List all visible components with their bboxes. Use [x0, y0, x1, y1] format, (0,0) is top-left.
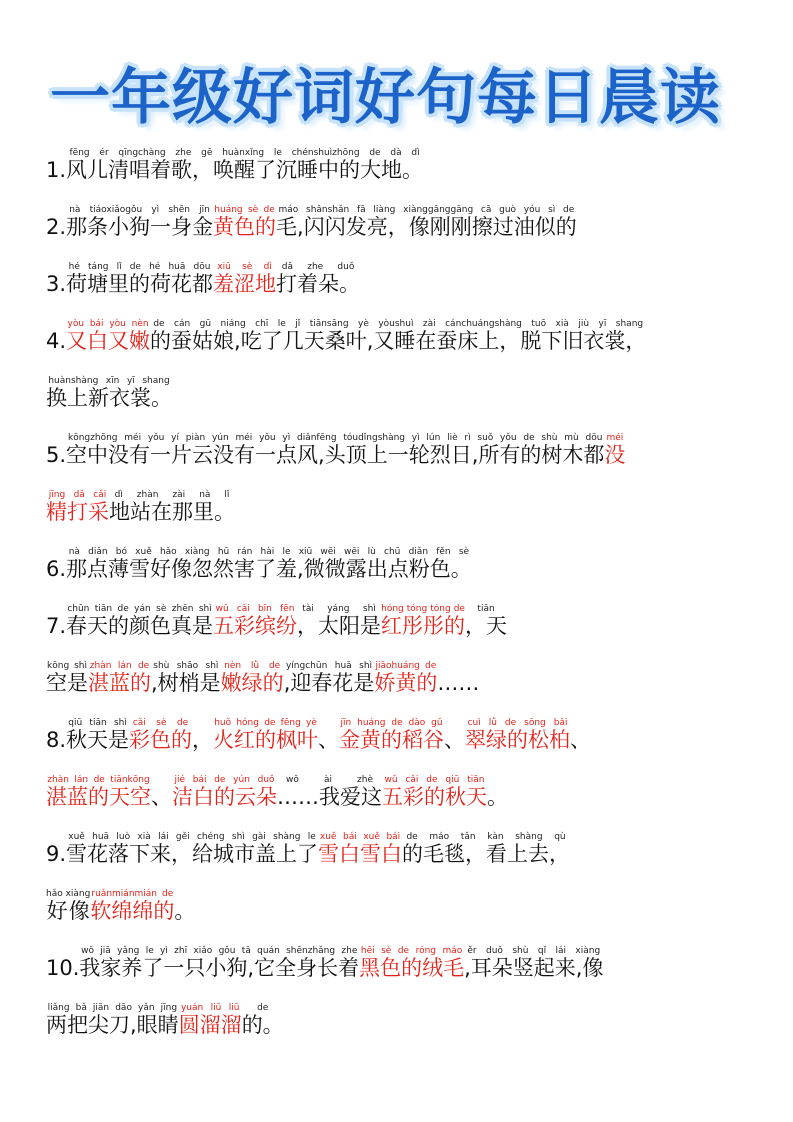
sentence-line — [46, 319, 646, 363]
pinyin: jié bái de yún duǒ — [172, 775, 277, 785]
pinyin: dǎ zhe duǒ — [276, 262, 361, 272]
pinyin: méi — [604, 433, 626, 443]
sentence-line — [46, 148, 423, 192]
hanzi-text: 秋天是 — [66, 728, 130, 752]
hanzi-text: 五彩缤纷 — [213, 614, 298, 638]
highlighted-phrase — [66, 319, 151, 353]
sentence-text — [465, 604, 508, 638]
hanzi-text: 。 — [487, 785, 508, 809]
sentence-line — [46, 832, 570, 876]
hanzi-text: 的。 — [241, 1013, 284, 1037]
highlighted-phrase — [90, 889, 175, 923]
hanzi-text: ……我爱这 — [277, 785, 382, 809]
sentence-text — [46, 376, 172, 410]
pinyin: de cán gū niáng chī le jǐ tiānsāng yè yòushuì zài cánchuángshàng tuō xià jiù yī shang — [150, 319, 647, 329]
pinyin: hēi sè de róng máo — [359, 946, 465, 956]
hanzi-text: 风儿清唱着歌，唤醒了沉睡中的大地。 — [66, 158, 424, 182]
hanzi-text: 又白又嫩 — [66, 329, 151, 353]
pinyin: yòu bái yòu nèn — [66, 319, 151, 329]
pinyin: liǎng bǎ jiān dāo yǎn jīng — [46, 1003, 179, 1013]
highlighted-phrase — [339, 718, 445, 752]
hanzi-text: 黄色的 — [213, 215, 277, 239]
pinyin: xiū sè dì — [213, 262, 277, 272]
sentence-number: 2. — [46, 215, 67, 239]
sentence-text — [318, 728, 339, 752]
hanzi-text: 。 — [174, 899, 196, 923]
highlighted-phrase — [604, 433, 626, 467]
hanzi-text: 翠绿的松柏 — [465, 728, 571, 752]
hanzi-text: 我家养了一只小狗,它全身长着 — [79, 956, 360, 980]
sentence-line — [46, 376, 172, 420]
sentence-text — [151, 785, 172, 809]
pinyin: jīn huáng de dào gǔ — [339, 718, 445, 728]
pinyin: wǒ jiā yǎng le yì zhī xiǎo gǒu tā quán shēnzhǎng zhe — [79, 946, 360, 956]
sentence-text — [241, 1003, 284, 1037]
hanzi-text: 荷塘里的荷花都 — [66, 272, 214, 296]
hanzi-text: ,树梢是 — [151, 671, 221, 695]
hanzi-text: 黑色的绒毛 — [359, 956, 465, 980]
pinyin: fēng ér qīngchàng zhe gē huànxǐng le chénshuìzhōng de dà dì — [66, 148, 424, 158]
pinyin: huànshàng xīn yī shang — [46, 376, 172, 386]
hanzi-text: 那点薄雪好像忽然害了羞,微微露出点粉色。 — [66, 557, 472, 581]
hanzi-text: 软绵绵的 — [90, 899, 175, 923]
hanzi-text: 雪花落下来，给城市盖上了 — [66, 842, 319, 866]
pinyin: wǔ cǎi de qiū tiān — [382, 775, 487, 785]
pinyin: tài yáng shì — [297, 604, 382, 614]
sentence-number: 9. — [46, 842, 67, 866]
hanzi-text: 火红的枫叶 — [213, 728, 319, 752]
pinyin: máo shǎnshǎn fā liàng xiànggānggāng cā guò yóu sì de — [276, 205, 577, 215]
highlighted-phrase — [213, 262, 277, 296]
sentence-text — [402, 832, 571, 866]
pinyin: wǔ cǎi bīn fēn — [213, 604, 298, 614]
highlighted-phrase — [213, 604, 298, 638]
hanzi-text: 雪白雪白 — [318, 842, 403, 866]
sentence-text — [277, 775, 382, 809]
hanzi-text: ,耳朵竖起来,像 — [464, 956, 604, 980]
sentence-line — [46, 490, 235, 534]
hanzi-text: 、 — [151, 785, 172, 809]
pinyin: qiū tiān shì — [66, 718, 130, 728]
pinyin: huǒ hóng de fēng yè — [213, 718, 319, 728]
hanzi-text: 两把尖刀,眼睛 — [46, 1013, 179, 1037]
sentence-text — [151, 661, 221, 695]
sentence-line — [46, 889, 195, 933]
hanzi-text: 的毛毯，看上去， — [402, 842, 571, 866]
sentence-text — [46, 1003, 179, 1037]
hanzi-text: 没 — [604, 443, 626, 467]
sentence-text — [66, 718, 130, 752]
sentence-text — [46, 661, 88, 695]
pinyin: dì zhàn zài nà lǐ — [109, 490, 235, 500]
pinyin: zhàn lán de tiānkōng — [46, 775, 151, 785]
sentence-text — [109, 490, 235, 524]
sentence-text — [79, 946, 360, 980]
pinyin: de máo tǎn kàn shàng qù — [402, 832, 571, 842]
sentence-text — [174, 899, 195, 923]
hanzi-text: 空是 — [46, 671, 88, 695]
pinyin: de — [241, 1003, 284, 1013]
pinyin: nà tiáoxiǎogǒu yì shēn jīn — [66, 205, 214, 215]
hanzi-text: 、 — [570, 728, 592, 752]
highlighted-phrase — [178, 1003, 242, 1037]
hanzi-text: 、 — [318, 728, 340, 752]
hanzi-text: 湛蓝的天空 — [46, 785, 151, 809]
highlighted-phrase — [318, 832, 403, 866]
highlighted-phrase — [213, 205, 277, 239]
sentence-number: 5. — [46, 443, 67, 467]
pinyin: xuě huā luò xià lái gěi chéng shì gài shàng le — [66, 832, 319, 842]
highlighted-phrase — [382, 775, 487, 809]
highlighted-phrase — [359, 946, 465, 980]
sentence-line — [46, 775, 508, 819]
sentence-text — [66, 604, 214, 638]
sentence-line — [46, 205, 577, 249]
page-title: 一年级好词好句每日晨读 — [50, 63, 721, 133]
sentence-text — [276, 262, 361, 296]
pinyin: huáng sè de — [213, 205, 277, 215]
pinyin: cǎi sè de — [129, 718, 193, 728]
sentence-text — [66, 832, 319, 866]
sentence-text — [283, 661, 375, 695]
pinyin: yuán liū liū — [178, 1003, 242, 1013]
sentence-text — [150, 319, 647, 353]
pinyin: jīng dǎ cǎi — [46, 490, 109, 500]
pinyin: hóng tóng tóng de — [381, 604, 466, 614]
hanzi-text: 春天的颜色真是 — [66, 614, 214, 638]
hanzi-text: 湛蓝的 — [88, 671, 151, 695]
sentence-text — [444, 728, 465, 752]
sentence-line — [46, 433, 625, 477]
pinyin: hǎo xiàng — [46, 889, 91, 899]
hanzi-text: 换上新衣裳。 — [46, 386, 172, 410]
hanzi-text: 地站在那里。 — [109, 500, 235, 524]
sentence-number: 8. — [46, 728, 67, 752]
hanzi-text: 的蚕姑娘,吃了几天桑叶,又睡在蚕床上，脱下旧衣裳， — [150, 329, 647, 353]
hanzi-text: ，天 — [465, 614, 508, 638]
sentence-text — [66, 262, 214, 296]
highlighted-phrase — [465, 718, 571, 752]
highlighted-phrase — [46, 775, 151, 809]
pinyin: jiāohuáng de — [374, 661, 438, 671]
hanzi-text: 红彤彤的 — [381, 614, 466, 638]
pinyin: zhàn lán de — [88, 661, 151, 671]
sentence-line — [46, 718, 591, 762]
hanzi-text: 嫩绿的 — [220, 671, 284, 695]
hanzi-text: 好像 — [46, 899, 91, 923]
pinyin: kōngzhōng méi yǒu yí piàn yún méi yǒu yì diǎnfēng tóudǐngshàng yì lún liè rì suǒ yǒu de shù mù dōu — [66, 433, 605, 443]
sentence-text — [276, 205, 577, 239]
pinyin: hé táng lǐ de hé huā dōu — [66, 262, 214, 272]
hanzi-text: 金黄的稻谷 — [339, 728, 445, 752]
pinyin: yíngchūn huā shì — [283, 661, 375, 671]
hanzi-text: 空中没有一片云没有一点风,头顶上一轮烈日,所有的树木都 — [66, 443, 605, 467]
hanzi-text: 洁白的云朵 — [172, 785, 277, 809]
sentence-text — [297, 604, 382, 638]
sentence-line — [46, 547, 472, 591]
sentence-number: 7. — [46, 614, 67, 638]
sentence-line — [46, 661, 479, 705]
pinyin: nèn lǜ de — [220, 661, 284, 671]
pinyin: xuě bái xuě bái — [318, 832, 403, 842]
highlighted-phrase — [381, 604, 466, 638]
sentence-text — [192, 728, 213, 752]
pinyin: kōng shì — [46, 661, 88, 671]
hanzi-text: 那条小狗一身金 — [66, 215, 214, 239]
hanzi-text: ,迎春花是 — [283, 671, 375, 695]
sentence-number: 6. — [46, 557, 67, 581]
sentence-text — [437, 671, 479, 695]
pinyin: ěr duǒ shù qǐ lái xiàng — [464, 946, 604, 956]
pinyin: cuì lǜ de sōng bǎi — [465, 718, 571, 728]
pinyin: ruǎnmiánmián de — [90, 889, 175, 899]
sentence-text — [570, 728, 591, 752]
highlighted-phrase — [220, 661, 284, 695]
sentence-text — [464, 946, 604, 980]
sentence-line — [46, 1003, 284, 1047]
hanzi-text: ，太阳是 — [297, 614, 382, 638]
hanzi-text: 毛,闪闪发亮，像刚刚擦过油似的 — [276, 215, 577, 239]
highlighted-phrase — [129, 718, 193, 752]
sentence-line — [46, 946, 603, 990]
hanzi-text: 彩色的 — [129, 728, 193, 752]
pinyin: wǒ ài zhè — [277, 775, 382, 785]
sentence-text — [487, 785, 508, 809]
sentence-line — [46, 262, 360, 306]
sentence-text — [66, 205, 214, 239]
hanzi-text: 五彩的秋天 — [382, 785, 487, 809]
sentence-text — [66, 148, 424, 182]
highlighted-phrase — [374, 661, 438, 695]
sentence-line — [46, 604, 507, 648]
hanzi-text: 精打采 — [46, 500, 109, 524]
hanzi-text: 圆溜溜 — [178, 1013, 242, 1037]
pinyin: shù shāo shì — [151, 661, 221, 671]
sentence-text — [66, 433, 605, 467]
sentence-number: 1. — [46, 158, 67, 182]
hanzi-text: 娇黄的 — [374, 671, 438, 695]
hanzi-text: …… — [437, 671, 480, 695]
highlighted-phrase — [213, 718, 319, 752]
sentence-number: 4. — [46, 329, 67, 353]
pinyin: nà diǎn bó xuě hǎo xiàng hū rán hài le xiū wēi wēi lù chū diǎn fěn sè — [66, 547, 472, 557]
sentence-text — [66, 547, 472, 581]
sentence-number: 10. — [46, 956, 80, 980]
hanzi-text: 、 — [444, 728, 466, 752]
pinyin: tiān — [465, 604, 508, 614]
hanzi-text: 羞涩地 — [213, 272, 277, 296]
highlighted-phrase — [46, 490, 109, 524]
highlighted-phrase — [88, 661, 151, 695]
pinyin: chūn tiān de yán sè zhēn shì — [66, 604, 214, 614]
highlighted-phrase — [172, 775, 277, 809]
hanzi-text: 打着朵。 — [276, 272, 361, 296]
sentence-number: 3. — [46, 272, 67, 296]
hanzi-text: ， — [192, 728, 214, 752]
sentence-text — [46, 889, 91, 923]
